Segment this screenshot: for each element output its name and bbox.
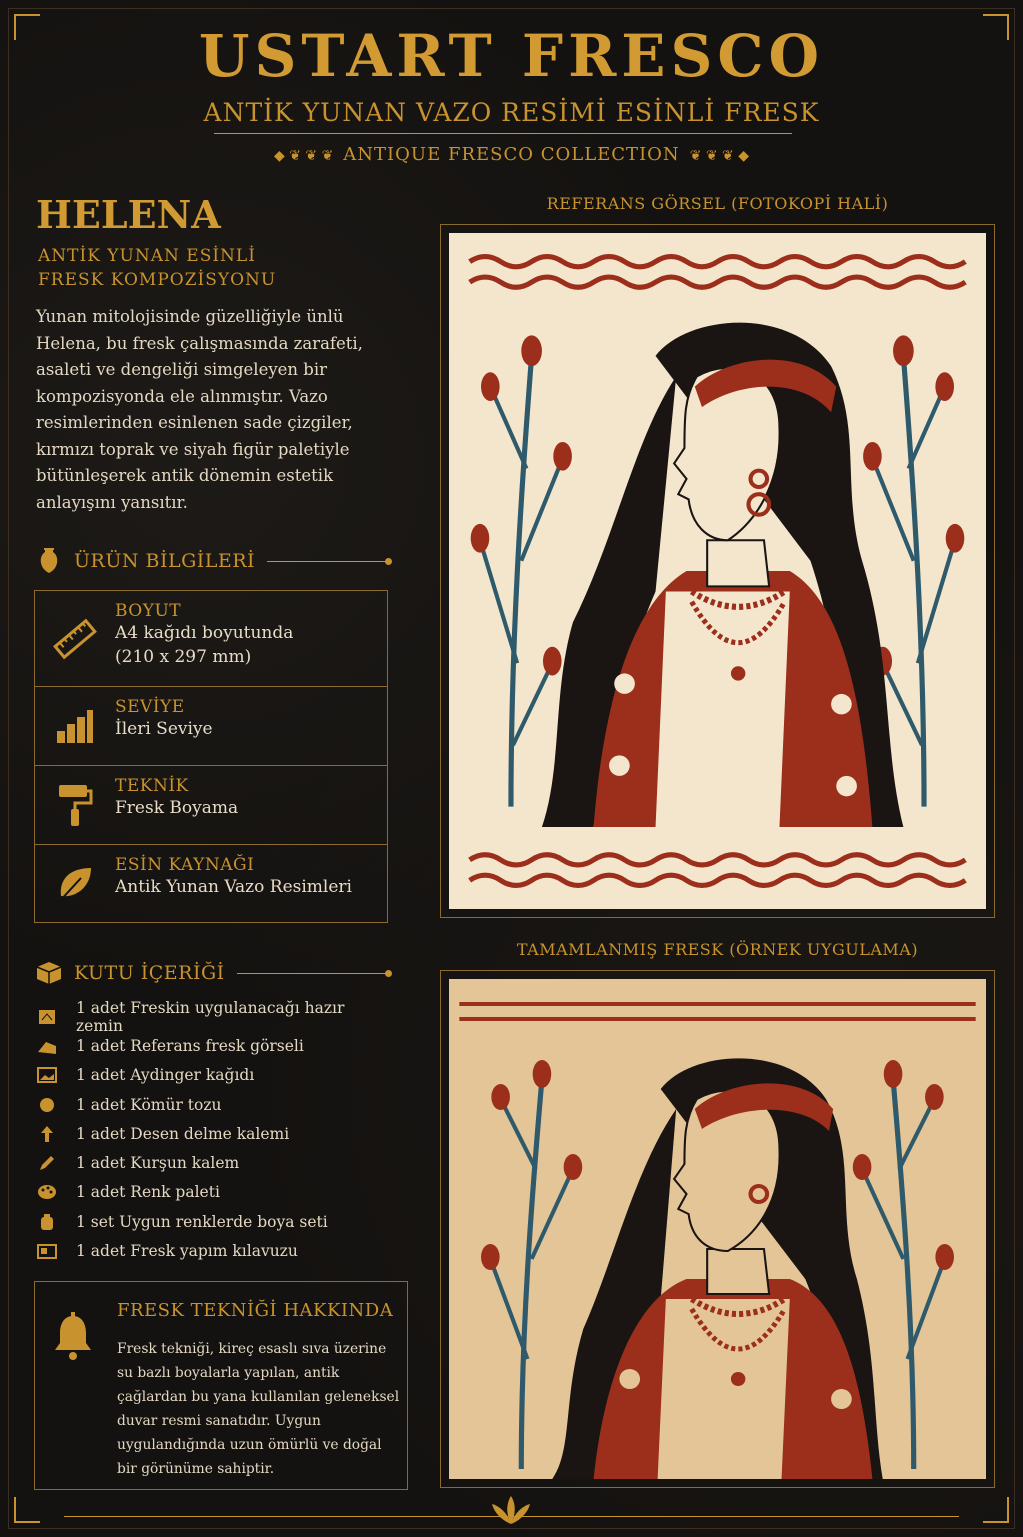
product-subtitle xyxy=(38,244,276,292)
info-row-level xyxy=(35,687,387,766)
guide-book-icon xyxy=(36,1242,58,1260)
laurel-left-icon: ◆ ❦ ❦ ❦ xyxy=(273,148,334,164)
info-row-inspiration xyxy=(35,845,387,922)
pin-tool-icon xyxy=(36,1125,58,1143)
info-key: ESİN KAYNAĞI xyxy=(115,855,255,875)
list-item: 1 set Uygun renklerde boya seti xyxy=(36,1207,396,1236)
helena-fresco-artwork xyxy=(449,979,986,1479)
technique-title: FRESK TEKNİĞİ HAKKINDA xyxy=(117,1300,394,1321)
info-row-size xyxy=(35,591,387,687)
info-value: İleri Seviye xyxy=(115,719,213,739)
bell-icon xyxy=(53,1312,93,1362)
list-item: 1 adet Desen delme kalemi xyxy=(36,1119,396,1148)
amphora-icon xyxy=(36,548,62,574)
brand-title: USTART FRESCO xyxy=(198,22,825,90)
box-icon xyxy=(36,960,62,986)
info-key: TEKNİK xyxy=(115,776,189,796)
list-item: 1 adet Kömür tozu xyxy=(36,1090,396,1119)
reference-caption: REFERANS GÖRSEL (FOTOKOPİ HALİ) xyxy=(546,194,889,213)
product-description: Yunan mitolojisinde güzelliğiyle ünlü Helena, bu fresk çalışmasında zarafeti, asaleti ve dengeliği simgeleyen bir kompozisyonda ele alınmıştır. Vazo resimlerinden esinlenen sade çizgiler, kırmızı toprak ve siyah figür paletiyle bütünleşerek antik dönemin estetik anlayışını yansıtır. xyxy=(36,307,363,512)
finished-caption: TAMAMLANMIŞ FRESK (ÖRNEK UYGULAMA) xyxy=(516,940,919,959)
section-rule xyxy=(237,973,388,974)
kit-contents-list xyxy=(36,998,396,1266)
page-subtitle: ANTİK YUNAN VAZO RESİMİ ESİNLİ FRESK xyxy=(203,98,820,127)
board-icon xyxy=(36,1008,58,1026)
collection-text: ANTIQUE FRESCO COLLECTION xyxy=(343,144,680,165)
laurel-right-icon: ❦ ❦ ❦ ◆ xyxy=(689,148,749,164)
finished-fresco-image xyxy=(440,970,995,1488)
charcoal-icon xyxy=(36,1096,58,1114)
product-subtitle-line2: FRESK KOMPOZİSYONU xyxy=(38,270,277,290)
info-key: BOYUT xyxy=(115,601,182,621)
list-item: 1 adet Aydinger kağıdı xyxy=(36,1061,396,1090)
list-item: 1 adet Renk paleti xyxy=(36,1178,396,1207)
paint-roller-icon xyxy=(35,766,115,844)
subtitle-divider xyxy=(214,133,792,134)
pencil-icon xyxy=(36,1154,58,1172)
leaf-icon xyxy=(35,845,115,922)
kit-section-header xyxy=(36,960,388,986)
info-value: Fresk Boyama xyxy=(115,798,239,818)
helena-reference-artwork xyxy=(449,233,986,909)
picture-icon xyxy=(36,1037,58,1055)
kit-section-title: KUTU İÇERİĞİ xyxy=(74,962,225,984)
lotus-ornament-icon xyxy=(486,1494,536,1528)
product-name: HELENA xyxy=(36,192,221,237)
corner-ornament xyxy=(14,1497,40,1523)
section-rule xyxy=(267,561,388,562)
reference-image xyxy=(440,224,995,918)
info-section-title: ÜRÜN BİLGİLERİ xyxy=(74,550,256,572)
paint-jar-icon xyxy=(36,1213,58,1231)
product-info-table xyxy=(34,590,388,923)
list-item: 1 adet Fresk yapım kılavuzu xyxy=(36,1236,396,1265)
info-value: (210 x 297 mm) xyxy=(115,647,252,667)
ruler-icon xyxy=(35,591,115,686)
list-item: 1 adet Referans fresk görseli xyxy=(36,1031,396,1060)
collection-label xyxy=(0,144,1023,165)
info-row-technique xyxy=(35,766,387,845)
info-section-header xyxy=(36,548,388,574)
paper-icon xyxy=(36,1066,58,1084)
technique-info-box xyxy=(34,1281,408,1490)
info-key: SEVİYE xyxy=(115,697,185,717)
palette-icon xyxy=(36,1183,58,1201)
corner-ornament xyxy=(983,1497,1009,1523)
list-item: 1 adet Freskin uygulanacağı hazır zemin xyxy=(36,1002,396,1031)
info-value: Antik Yunan Vazo Resimleri xyxy=(115,877,352,897)
list-item: 1 adet Kurşun kalem xyxy=(36,1148,396,1177)
product-subtitle-line1: ANTİK YUNAN ESİNLİ xyxy=(38,246,256,266)
info-value: A4 kağıdı boyutunda xyxy=(115,623,294,643)
technique-body: Fresk tekniği, kireç esaslı sıva üzerine su bazlı boyalarla yapılan, antik çağlardan bu yana kullanılan geleneksel duvar resmi sanatıdır. Uygun uygulandığında uzun ömürlü ve doğal bir görünüme sahiptir. xyxy=(117,1341,400,1477)
level-bars-icon xyxy=(35,687,115,765)
